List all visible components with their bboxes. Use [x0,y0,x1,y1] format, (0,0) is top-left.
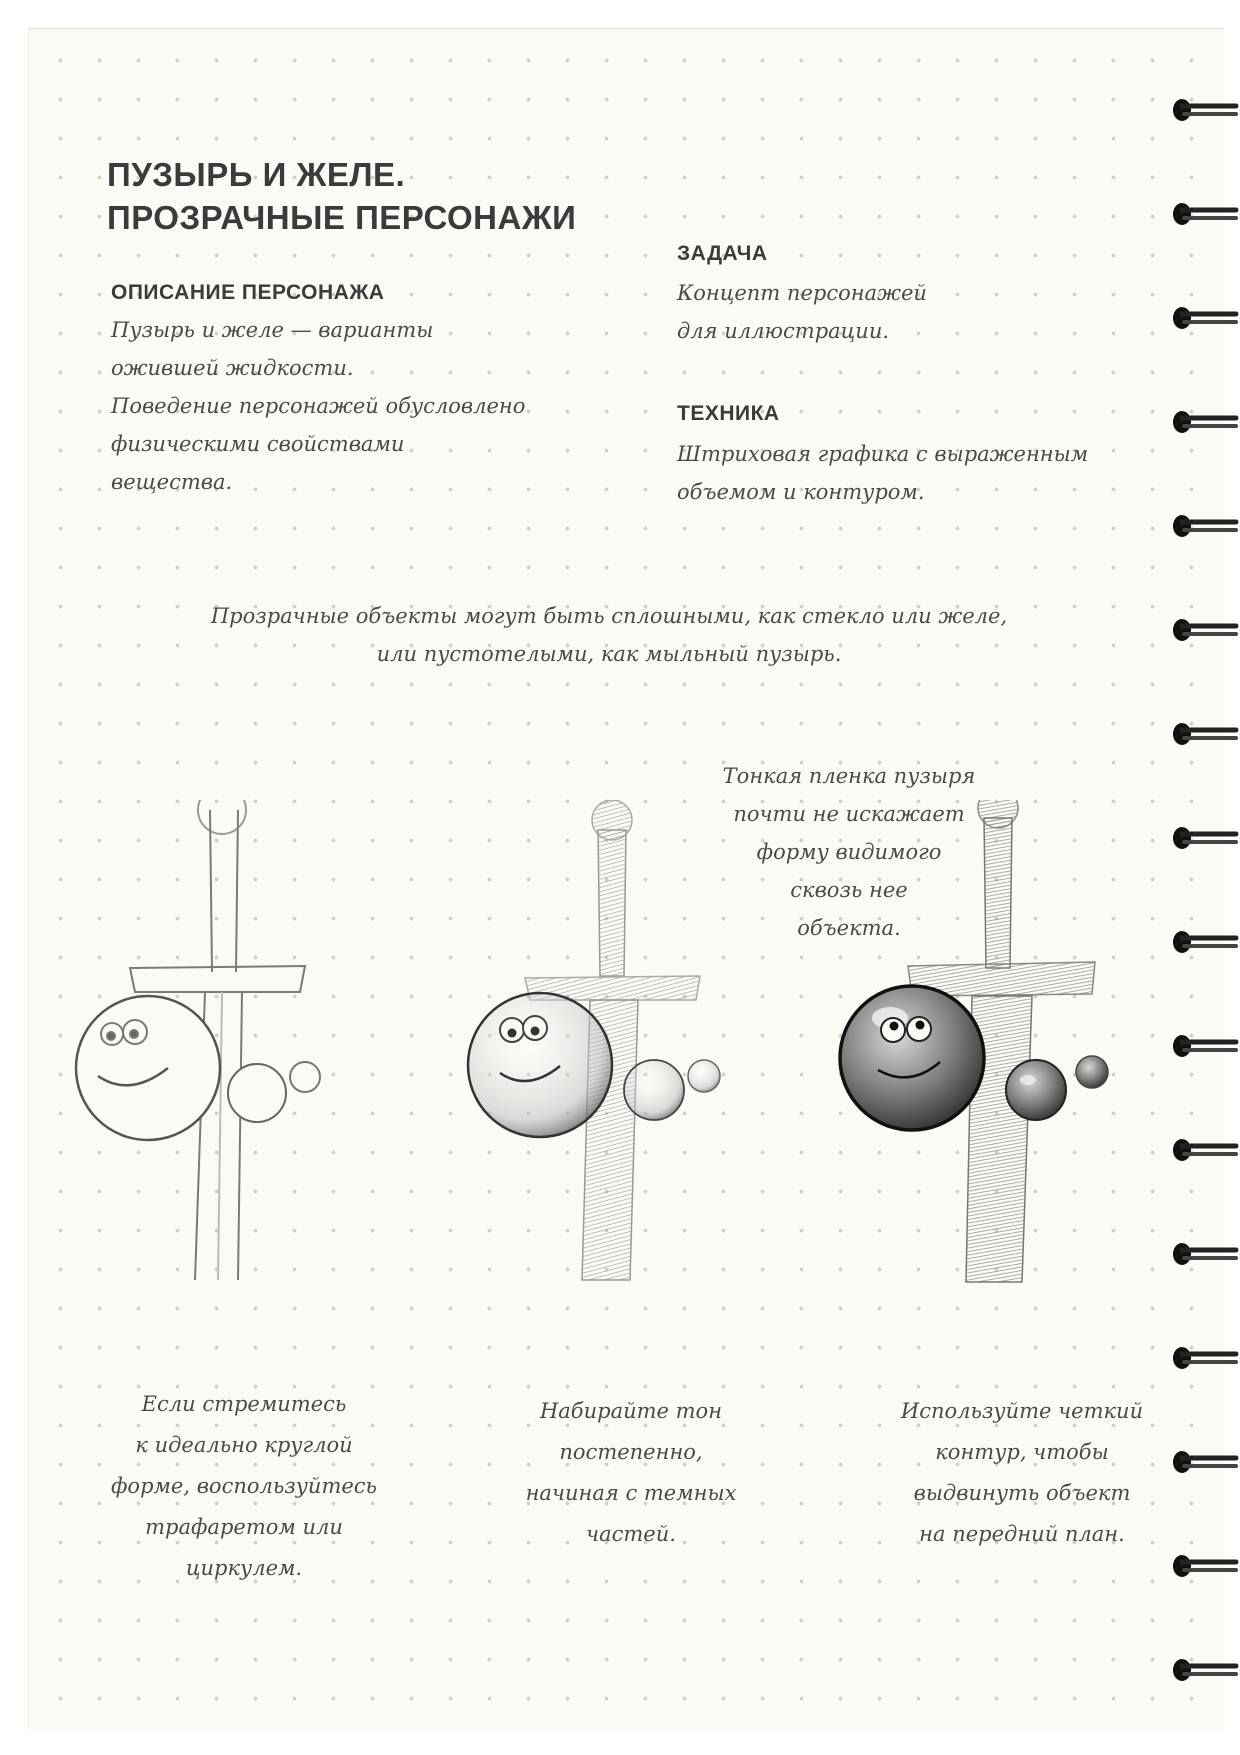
sketch-outline [76,800,320,1280]
binding-ring [1173,1035,1236,1057]
spiral-binding [1170,0,1240,1755]
jelly-bubble-outline [76,996,320,1140]
technique-label: ТЕХНИКА [677,402,780,425]
task-text: Концепт персонажей для иллюстрации. [677,281,927,343]
sketch-contour [840,800,1108,1282]
binding-ring [1173,1659,1236,1681]
sword-bubble-sketches [60,800,1110,1340]
binding-ring [1173,827,1236,849]
binding-ring [1173,203,1236,225]
binding-ring [1173,1347,1236,1369]
page-title: ПУЗЫРЬ И ЖЕЛЕ. ПРОЗРАЧНЫЕ ПЕРСОНАЖИ [107,156,577,236]
technique-text: Штриховая графика с выраженным объемом и контуром. [677,442,1089,504]
description-text: Пузырь и желе — варианты ожившей жидкости. Поведение персонажей обусловлено физическими свойствами вещества. [111,318,526,494]
binding-ring [1173,307,1236,329]
binding-ring [1173,411,1236,433]
binding-ring [1173,931,1236,953]
caption-tone: Набирайте тон постепенно, начиная с темных частей. [525,1399,737,1546]
task-label: ЗАДАЧА [677,242,768,265]
description-label: ОПИСАНИЕ ПЕРСОНАЖА [111,281,385,304]
bubble-note: Тонкая пленка пузыря почти не искажает форму видимого сквозь нее объекта. [722,764,976,940]
sketch-hatched [468,800,720,1280]
binding-ring [1173,723,1236,745]
binding-rings [1173,99,1236,1681]
binding-ring [1173,1243,1236,1265]
binding-ring [1173,515,1236,537]
caption-stencil: Если стремитесь к идеально круглой форме, воспользуйтесь трафаретом или циркулем. [110,1392,377,1580]
binding-ring [1173,1555,1236,1577]
binding-ring [1173,99,1236,121]
intro-note: Прозрачные объекты могут быть сплошными, как стекло или желе, или пустотелыми, как мыльный пузырь. [210,604,1008,666]
caption-contour: Используйте четкий контур, чтобы выдвинуть объект на передний план. [900,1399,1144,1546]
binding-ring [1173,619,1236,641]
binding-ring [1173,1139,1236,1161]
binding-ring [1173,1451,1236,1473]
